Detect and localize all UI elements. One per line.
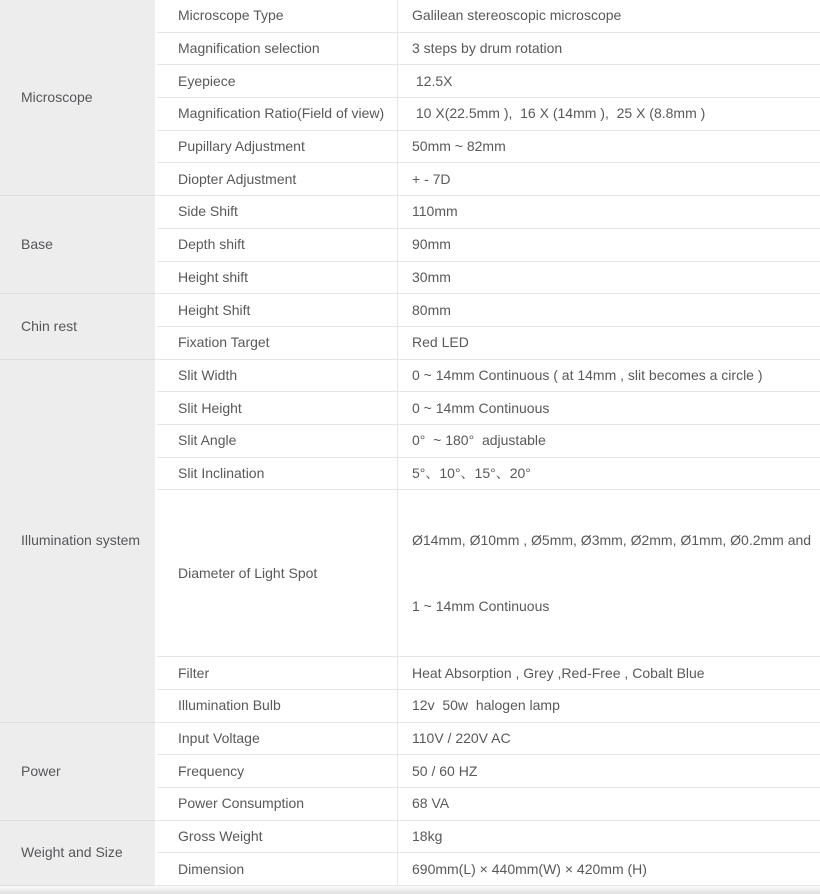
spec-value: 3 steps by drum rotation [398, 33, 820, 66]
bottom-gradient-strip [0, 886, 820, 894]
spec-value: 68 VA [398, 788, 820, 821]
spec-label: Slit Width [157, 360, 398, 393]
table-row [0, 821, 820, 854]
category-cell-base: Base [0, 196, 157, 294]
spec-value: 690mm(L) × 440mm(W) × 420mm (H) [398, 853, 820, 886]
spec-label: Input Voltage [157, 723, 398, 756]
spec-value: 0 ~ 14mm Continuous [398, 392, 820, 425]
spec-label: Slit Inclination [157, 458, 398, 491]
spec-value: 110V / 220V AC [398, 723, 820, 756]
spec-value: 50 / 60 HZ [398, 755, 820, 788]
spec-label: Slit Height [157, 392, 398, 425]
spec-label: Height Shift [157, 294, 398, 327]
spec-value: 90mm [398, 229, 820, 262]
table-row [0, 723, 820, 756]
spec-value: 110mm [398, 196, 820, 229]
spec-value: 12.5X [398, 65, 820, 98]
spec-value-line-2: 1 ~ 14mm Continuous [412, 598, 550, 615]
spec-value: 12v 50w halogen lamp [398, 690, 820, 723]
spec-label: Magnification selection [157, 33, 398, 66]
spec-label: Side Shift [157, 196, 398, 229]
spec-value: 80mm [398, 294, 820, 327]
spec-value: 50mm ~ 82mm [398, 131, 820, 164]
spec-label: Eyepiece [157, 65, 398, 98]
table-row [0, 294, 820, 327]
spec-label: Microscope Type [157, 0, 398, 33]
spec-label: Dimension [157, 853, 398, 886]
spec-value: 0 ~ 14mm Continuous ( at 14mm , slit becomes a circle ) [398, 360, 820, 393]
spec-label: Diopter Adjustment [157, 163, 398, 196]
category-cell-chin-rest: Chin rest [0, 294, 157, 359]
spec-label: Pupillary Adjustment [157, 131, 398, 164]
spec-value: 5°、10°、15°、20° [398, 458, 820, 491]
table-row [0, 360, 820, 393]
spec-label: Height shift [157, 262, 398, 295]
category-cell-power: Power [0, 723, 157, 821]
spec-value: 30mm [398, 262, 820, 295]
table-row [0, 196, 820, 229]
spec-value: Red LED [398, 327, 820, 360]
category-cell-weight-and-size: Weight and Size [0, 821, 157, 886]
spec-label: Filter [157, 657, 398, 690]
spec-value [398, 490, 820, 657]
table-row [0, 0, 820, 33]
spec-label: Illumination Bulb [157, 690, 398, 723]
spec-label: Depth shift [157, 229, 398, 262]
spec-value: 18kg [398, 821, 820, 854]
spec-label: Power Consumption [157, 788, 398, 821]
spec-value: + - 7D [398, 163, 820, 196]
spec-label: Fixation Target [157, 327, 398, 360]
spec-label: Frequency [157, 755, 398, 788]
category-cell-microscope: Microscope [0, 0, 157, 196]
category-cell-illumination-system: Illumination system [0, 360, 157, 723]
spec-label: Magnification Ratio(Field of view) [157, 98, 398, 131]
spec-value-line-1: Ø14mm, Ø10mm , Ø5mm, Ø3mm, Ø2mm, Ø1mm, Ø0.2mm and [412, 532, 812, 549]
spec-value: 0° ~ 180° adjustable [398, 425, 820, 458]
spec-label: Gross Weight [157, 821, 398, 854]
spec-label: Slit Angle [157, 425, 398, 458]
spec-value: 10 X(22.5mm ), 16 X (14mm ), 25 X (8.8mm ) [398, 98, 820, 131]
spec-value: Heat Absorption , Grey ,Red-Free , Cobalt Blue [398, 657, 820, 690]
spec-label: Diameter of Light Spot [157, 490, 398, 657]
spec-value: Galilean stereoscopic microscope [398, 0, 820, 33]
